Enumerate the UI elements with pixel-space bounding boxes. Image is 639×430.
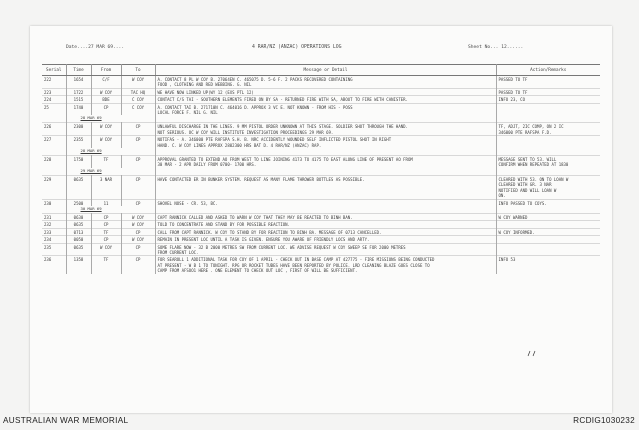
message-line: A. CONTACT 8 PL W COY B. 27064EN C. 465075 D. 5-6 F. 2 PACKS RECOVERED CONTAINING: [157, 77, 353, 82]
action-line: INFO 53: [498, 257, 516, 263]
serial-cell: 226: [42, 123, 66, 136]
action-line: W COY WARNED: [498, 214, 528, 220]
to-cell: CP: [121, 228, 155, 235]
from-cell: 3 NAR: [91, 175, 121, 199]
message-line: CAPT RANNICK CALLED AND ASKED TO WARN W COY THAT THEY MAY BE REACTED TO BINH BAN.: [157, 214, 353, 220]
from-cell: W COY: [91, 123, 121, 136]
action-line: 346000 PTE RAFSPA F.D.: [498, 129, 552, 135]
message-line: HAND. C. W COY LINES APPROX 2802300 HRS BAT D. 4 RAR/NZ (ANZAC) RAP.: [157, 142, 322, 148]
serial-cell: 232: [42, 221, 66, 228]
time-cell: 2300: [66, 123, 91, 136]
action-line: ON.: [498, 193, 506, 199]
from-cell: W COY: [91, 88, 121, 95]
message-line: A. CONTACT TAI B. 271710N C. 464016 D. APPROX 3 VC E. NOT KNOWN - FROM HIS - POSS: [157, 104, 353, 110]
col-action: Action/Remarks: [496, 65, 600, 76]
serial-cell: 25: [42, 103, 66, 115]
message-line: FOR SEAROLL 1 ADDITIONAL TASK FOR COY OF 1 APRIL - CHECK OUT IN BASE CAMP AT 427775 - FIRE MISSIONS BEING CONDUCTED: [157, 257, 435, 263]
serial-cell: 227: [42, 136, 66, 148]
message-line: 30 MAR - 2 APR DAILY FROM 0700- 1700 HRS.: [157, 162, 257, 168]
sheet-number: Sheet No... 12......: [468, 45, 524, 50]
serial-cell: 235: [42, 243, 66, 256]
to-cell: W COY: [121, 76, 155, 89]
document-sheet: [30, 26, 612, 413]
serial-cell: 229: [42, 175, 66, 199]
from-cell: C/F: [91, 76, 121, 89]
time-cell: 1515: [66, 96, 91, 103]
time-cell: 2500: [66, 199, 91, 206]
message-line: AT PRESENT - W B 1 TO TONIGHT. RPG OR ROCKET TUBES HAVE BEEN REPORTED BY POLICE. LRD CLEANING BLAZE GOES CLOSE TO: [157, 262, 430, 268]
message-line: SHOVEL NOSE - CR. 53, BC.: [157, 200, 218, 206]
time-cell: 2355: [66, 136, 91, 148]
col-time: Time: [66, 65, 91, 76]
serial-cell: 231: [42, 213, 66, 220]
to-cell: CP: [121, 156, 155, 168]
serial-cell: 234: [42, 236, 66, 243]
message-line: HAVE CONTACTED ER IN BUNKER SYSTEM. REQUEST AS MANY FLAME THROWER BOTTLES AS POSSIBLE.: [157, 176, 365, 182]
action-line: NOTIFIED AND WILL LOAN W: [498, 187, 557, 193]
action-line: W COY INFORMED.: [498, 229, 535, 235]
time-cell: 0635: [66, 175, 91, 199]
action-line: INFO PASSED TO COYS.: [498, 200, 547, 206]
slash-mark: [528, 351, 535, 356]
message-line: NOTIFAS - A. 346000 PTE RAFSPA S.H. B. NRC ACCIDENTLY WOUNDED SELF INFLICTED PISTOL SHOT IN RIGHT: [157, 137, 392, 143]
serial-cell: 224: [42, 96, 66, 103]
action-line: INFO 23, CO: [498, 97, 525, 103]
action-line: MESSAGE SENT TO 53. WILL: [498, 157, 557, 163]
to-cell: C COY: [121, 96, 155, 103]
to-cell: W COY: [121, 236, 155, 243]
message-line: WE HAVE NOW LINKED UP(WY 12 (EXS PTL 12): [157, 89, 254, 95]
from-cell: CP: [91, 221, 121, 228]
time-cell: 0630: [66, 213, 91, 220]
message-line: LOCAL FORCE F. NIL G. NIL: [157, 110, 218, 116]
message-line: FROM CURRENT LOC.: [157, 249, 199, 255]
col-from: From: [91, 65, 121, 76]
action-line: TF, ADJT, 2IC COMP, ON 2 IC: [498, 124, 564, 130]
action-line: CLEARED WITH GR. 3 NAR: [498, 182, 552, 188]
log-date: Date....27 MAR 69....: [66, 45, 125, 50]
message-line: NOT SERIOUS. OC W COY WILL INSTITUTE INVESTIGATION PROCEEDINGS 29 MAR 69.: [157, 129, 334, 135]
time-cell: 1654: [66, 76, 91, 89]
to-cell: CP: [121, 243, 155, 256]
to-cell: W COY: [121, 221, 155, 228]
serial-cell: 236: [42, 256, 66, 274]
time-cell: 0635: [66, 243, 91, 256]
from-cell: CP: [91, 213, 121, 220]
to-cell: CP: [121, 199, 155, 206]
to-cell: CP: [121, 175, 155, 199]
from-cell: CP: [91, 103, 121, 115]
date-divider: 28 MAR 69: [66, 148, 155, 156]
col-to: To: [121, 65, 155, 76]
message-line: UNLAWFUL DISCHARGE IN THE LINES. 9 MM PISTOL ORDER UNKNOWN AT THIS STAGE. SOLDIER SHOT THROUGH THE HAND.: [157, 124, 408, 130]
serial-cell: 222: [42, 76, 66, 89]
to-cell: W COY: [121, 213, 155, 220]
to-cell: C COY: [121, 103, 155, 115]
time-cell: 0050: [66, 236, 91, 243]
message-line: CONTACT C/S TAI - SOUTHERN ELEMENTS FIRED ON BY SA - RETURNED FIRE WITH SA, ABOUT TO FIRE WITH CANISTER.: [157, 97, 408, 103]
date-divider: 30 MAR 69: [66, 206, 155, 214]
action-line: CONFIRM WHEN REPEATED AT 1830: [498, 162, 569, 168]
from-cell: 11: [91, 199, 121, 206]
col-message: Message or Detail: [155, 65, 496, 76]
time-cell: 0713: [66, 228, 91, 235]
from-cell: CP: [91, 236, 121, 243]
time-cell: 1750: [66, 156, 91, 168]
message-line: APPROVAL GRANTED TO EXTEND AO FROM WEST TO LINE JOINING 4173 TO 4175 TO EAST ALONG LINE OF PRESENT AO FROM: [157, 157, 413, 163]
from-cell: TF: [91, 256, 121, 274]
from-cell: TF: [91, 228, 121, 235]
time-cell: 0635: [66, 221, 91, 228]
serial-cell: 223: [42, 88, 66, 95]
message-line: TOLD TO CONCENTRATE AND STAND BY FOR POSSIBLE REACTION.: [157, 222, 290, 228]
col-serial: Serial: [42, 65, 66, 76]
action-line: PASSED TO TF: [498, 89, 528, 95]
to-cell: CP: [121, 256, 155, 274]
date-divider: 28 MAR 69: [66, 115, 155, 123]
log-title: 4 RAR/NZ (ANZAC) OPERATIONS LOG: [252, 45, 342, 50]
message-line: FOOD , CLOTHING AND RED WEBBING. G. NIL: [157, 82, 252, 88]
from-cell: W COY: [91, 136, 121, 148]
serial-cell: 228: [42, 156, 66, 168]
record-id: RCDIG1030232: [573, 416, 635, 425]
to-cell: TAC HQ: [121, 88, 155, 95]
message-line: CAMP FROM AFSOO1 HERE . ONE ELEMENT TO CHECK OUT LOC , FIRST OF WILL BE SUFFICIENT.: [157, 268, 358, 274]
date-divider: 29 MAR 69: [66, 168, 155, 176]
serial-cell: 233: [42, 228, 66, 235]
time-cell: 1722: [66, 88, 91, 95]
action-line: PASSED TO TF: [498, 77, 528, 82]
time-cell: 1740: [66, 103, 91, 115]
message-line: CALL FROM CAPT RANNICK. W COY TO STAND BY FOR REACTION TO BINH BA. MESSAGE OF 0713 CANCELLED.: [157, 229, 382, 235]
from-cell: BDE: [91, 96, 121, 103]
from-cell: TF: [91, 156, 121, 168]
archive-label: AUSTRALIAN WAR MEMORIAL: [3, 416, 129, 425]
action-line: CLEARED WITH 53. ON TO LOAN W: [498, 176, 569, 182]
pen-marks: [30, 26, 612, 413]
serial-cell: 230: [42, 199, 66, 206]
to-cell: CP: [121, 136, 155, 148]
message-line: SOME FLARE NOW - 32 B 2000 METRES SW FROM CURRENT LOC. WE ADVISE REQUEST W COY SWEEP SE FOR 2000 METRES: [157, 244, 406, 250]
from-cell: W COY: [91, 243, 121, 256]
to-cell: CP: [121, 123, 155, 136]
time-cell: 1358: [66, 256, 91, 274]
message-line: REMAIN IN PRESENT LOC UNTIL A TASK IS GIVEN. ENSURE YOU AWARE OF FRIENDLY LOCS AND ARTY.: [157, 237, 370, 243]
